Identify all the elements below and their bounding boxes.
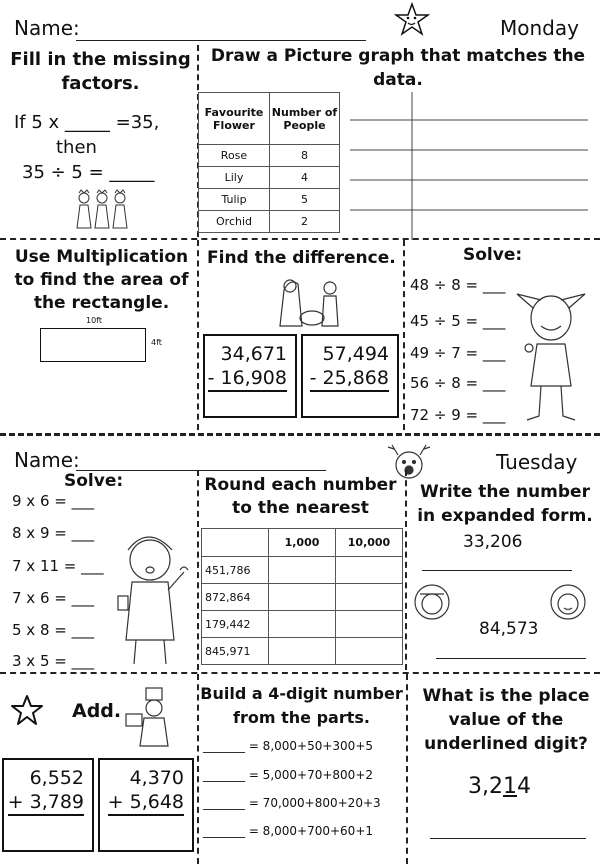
subtraction-2: 57,494 - 25,868	[305, 342, 389, 392]
rounding-title: Round each number to the nearest	[204, 475, 397, 518]
division-item: 56 ÷ 8 = ___	[410, 374, 506, 392]
table-cell: Lily	[199, 167, 270, 189]
answer-cell[interactable]	[269, 557, 336, 584]
multiplication-item: 8 x 9 = ___	[12, 524, 95, 542]
answer-cell[interactable]	[336, 557, 403, 584]
answer-cell[interactable]	[336, 584, 403, 611]
table-header: Favourite Flower	[199, 93, 270, 145]
divider	[403, 240, 405, 430]
answer-cell[interactable]	[336, 611, 403, 638]
factors-line-1: If 5 x _____ =35,	[14, 112, 160, 133]
build-item: _______ = 8,000+700+60+1	[203, 824, 374, 838]
difference-title: Find the difference.	[207, 248, 396, 268]
rectangle-height-label: 4ft	[151, 338, 162, 347]
picture-graph-answer-grid[interactable]	[348, 92, 596, 240]
divide-title: Solve:	[463, 245, 523, 265]
answer-line[interactable]	[422, 570, 572, 571]
divider	[405, 470, 407, 670]
monday-name-line[interactable]	[76, 40, 366, 41]
answer-line[interactable]	[430, 838, 586, 839]
answer-line[interactable]	[436, 658, 586, 659]
expanded-number-1: 33,206	[463, 532, 523, 552]
area-title: Use Multiplication to find the area of the rectangle.	[14, 247, 189, 313]
tuesday-name-label: Name:	[14, 448, 80, 472]
table-header	[202, 529, 269, 557]
monday-day-label: Monday	[500, 16, 579, 40]
multiplication-item: 7 x 11 = ___	[12, 557, 104, 575]
addition-2: 4,370 + 5,648	[102, 766, 184, 816]
addition-1: 6,552 + 3,789	[6, 766, 84, 816]
elf-face-icon	[548, 582, 588, 622]
kid-singing-clipart-icon	[112, 520, 194, 668]
table-cell: 2	[270, 211, 340, 233]
table-cell: Orchid	[199, 211, 270, 233]
table-cell: 4	[270, 167, 340, 189]
place-value-number: 3,214	[468, 774, 531, 799]
rounding-table	[201, 528, 403, 665]
division-item: 45 ÷ 5 = ___	[410, 312, 506, 330]
table-cell: Rose	[199, 145, 270, 167]
monday-name-label: Name:	[14, 16, 80, 40]
multiplication-item: 9 x 6 = ___	[12, 492, 95, 510]
build-item: _______ = 8,000+50+300+5	[203, 739, 374, 753]
build-item: _______ = 5,000+70+800+2	[203, 768, 374, 782]
answer-cell[interactable]	[269, 584, 336, 611]
table-cell: 8	[270, 145, 340, 167]
multiply-title: Solve:	[64, 471, 124, 491]
division-item: 72 ÷ 9 = ___	[410, 406, 506, 424]
factors-line-3: 35 ÷ 5 = _____	[22, 162, 155, 183]
answer-cell[interactable]	[269, 611, 336, 638]
multiplication-item: 5 x 8 = ___	[12, 621, 95, 639]
build-item: _______ = 70,000+800+20+3	[203, 796, 381, 810]
rectangle-width-label: 10ft	[86, 316, 102, 325]
table-cell: 5	[270, 189, 340, 211]
divider	[0, 672, 600, 674]
snowman-face-icon	[412, 582, 452, 622]
flower-data-table	[198, 92, 340, 233]
table-header: Number of People	[270, 93, 340, 145]
star-clipart-icon	[394, 2, 430, 38]
kings-clipart-icon	[72, 188, 132, 230]
expanded-number-2: 84,573	[479, 619, 539, 639]
answer-cell[interactable]	[336, 638, 403, 665]
table-header: 10,000	[336, 529, 403, 557]
elf-clipart-icon	[513, 286, 589, 426]
star-outline-icon	[10, 694, 44, 726]
area-rectangle	[40, 328, 146, 362]
table-header: 1,000	[269, 529, 336, 557]
day-separator	[0, 433, 600, 436]
multiplication-item: 7 x 6 = ___	[12, 589, 95, 607]
factors-title: Fill in the missing factors.	[10, 49, 191, 94]
table-cell: 451,786	[202, 557, 269, 584]
underlined-digit: 1	[503, 774, 517, 799]
multiplication-item: 3 x 5 = ___	[12, 652, 95, 670]
subtraction-1: 34,671 - 16,908	[207, 342, 287, 392]
expanded-title: Write the number in expanded form.	[417, 482, 593, 526]
divider	[0, 238, 600, 240]
table-cell: 872,864	[202, 584, 269, 611]
picture-graph-title: Draw a Picture graph that matches the data.	[210, 46, 586, 90]
division-item: 49 ÷ 7 = ___	[410, 344, 506, 362]
tuesday-day-label: Tuesday	[496, 450, 578, 474]
build-title: Build a 4-digit number from the parts.	[200, 684, 403, 727]
divider	[406, 674, 408, 864]
factors-line-2: then	[56, 137, 97, 158]
place-value-title: What is the place value of the underlined digit?	[422, 686, 590, 754]
nativity-clipart-icon	[270, 272, 350, 330]
divider	[197, 240, 199, 430]
answer-cell[interactable]	[269, 638, 336, 665]
nutcracker-clipart-icon	[120, 684, 186, 754]
table-cell: 179,442	[202, 611, 269, 638]
division-item: 48 ÷ 8 = ___	[410, 276, 506, 294]
table-cell: 845,971	[202, 638, 269, 665]
add-title: Add.	[72, 700, 122, 722]
table-cell: Tulip	[199, 189, 270, 211]
